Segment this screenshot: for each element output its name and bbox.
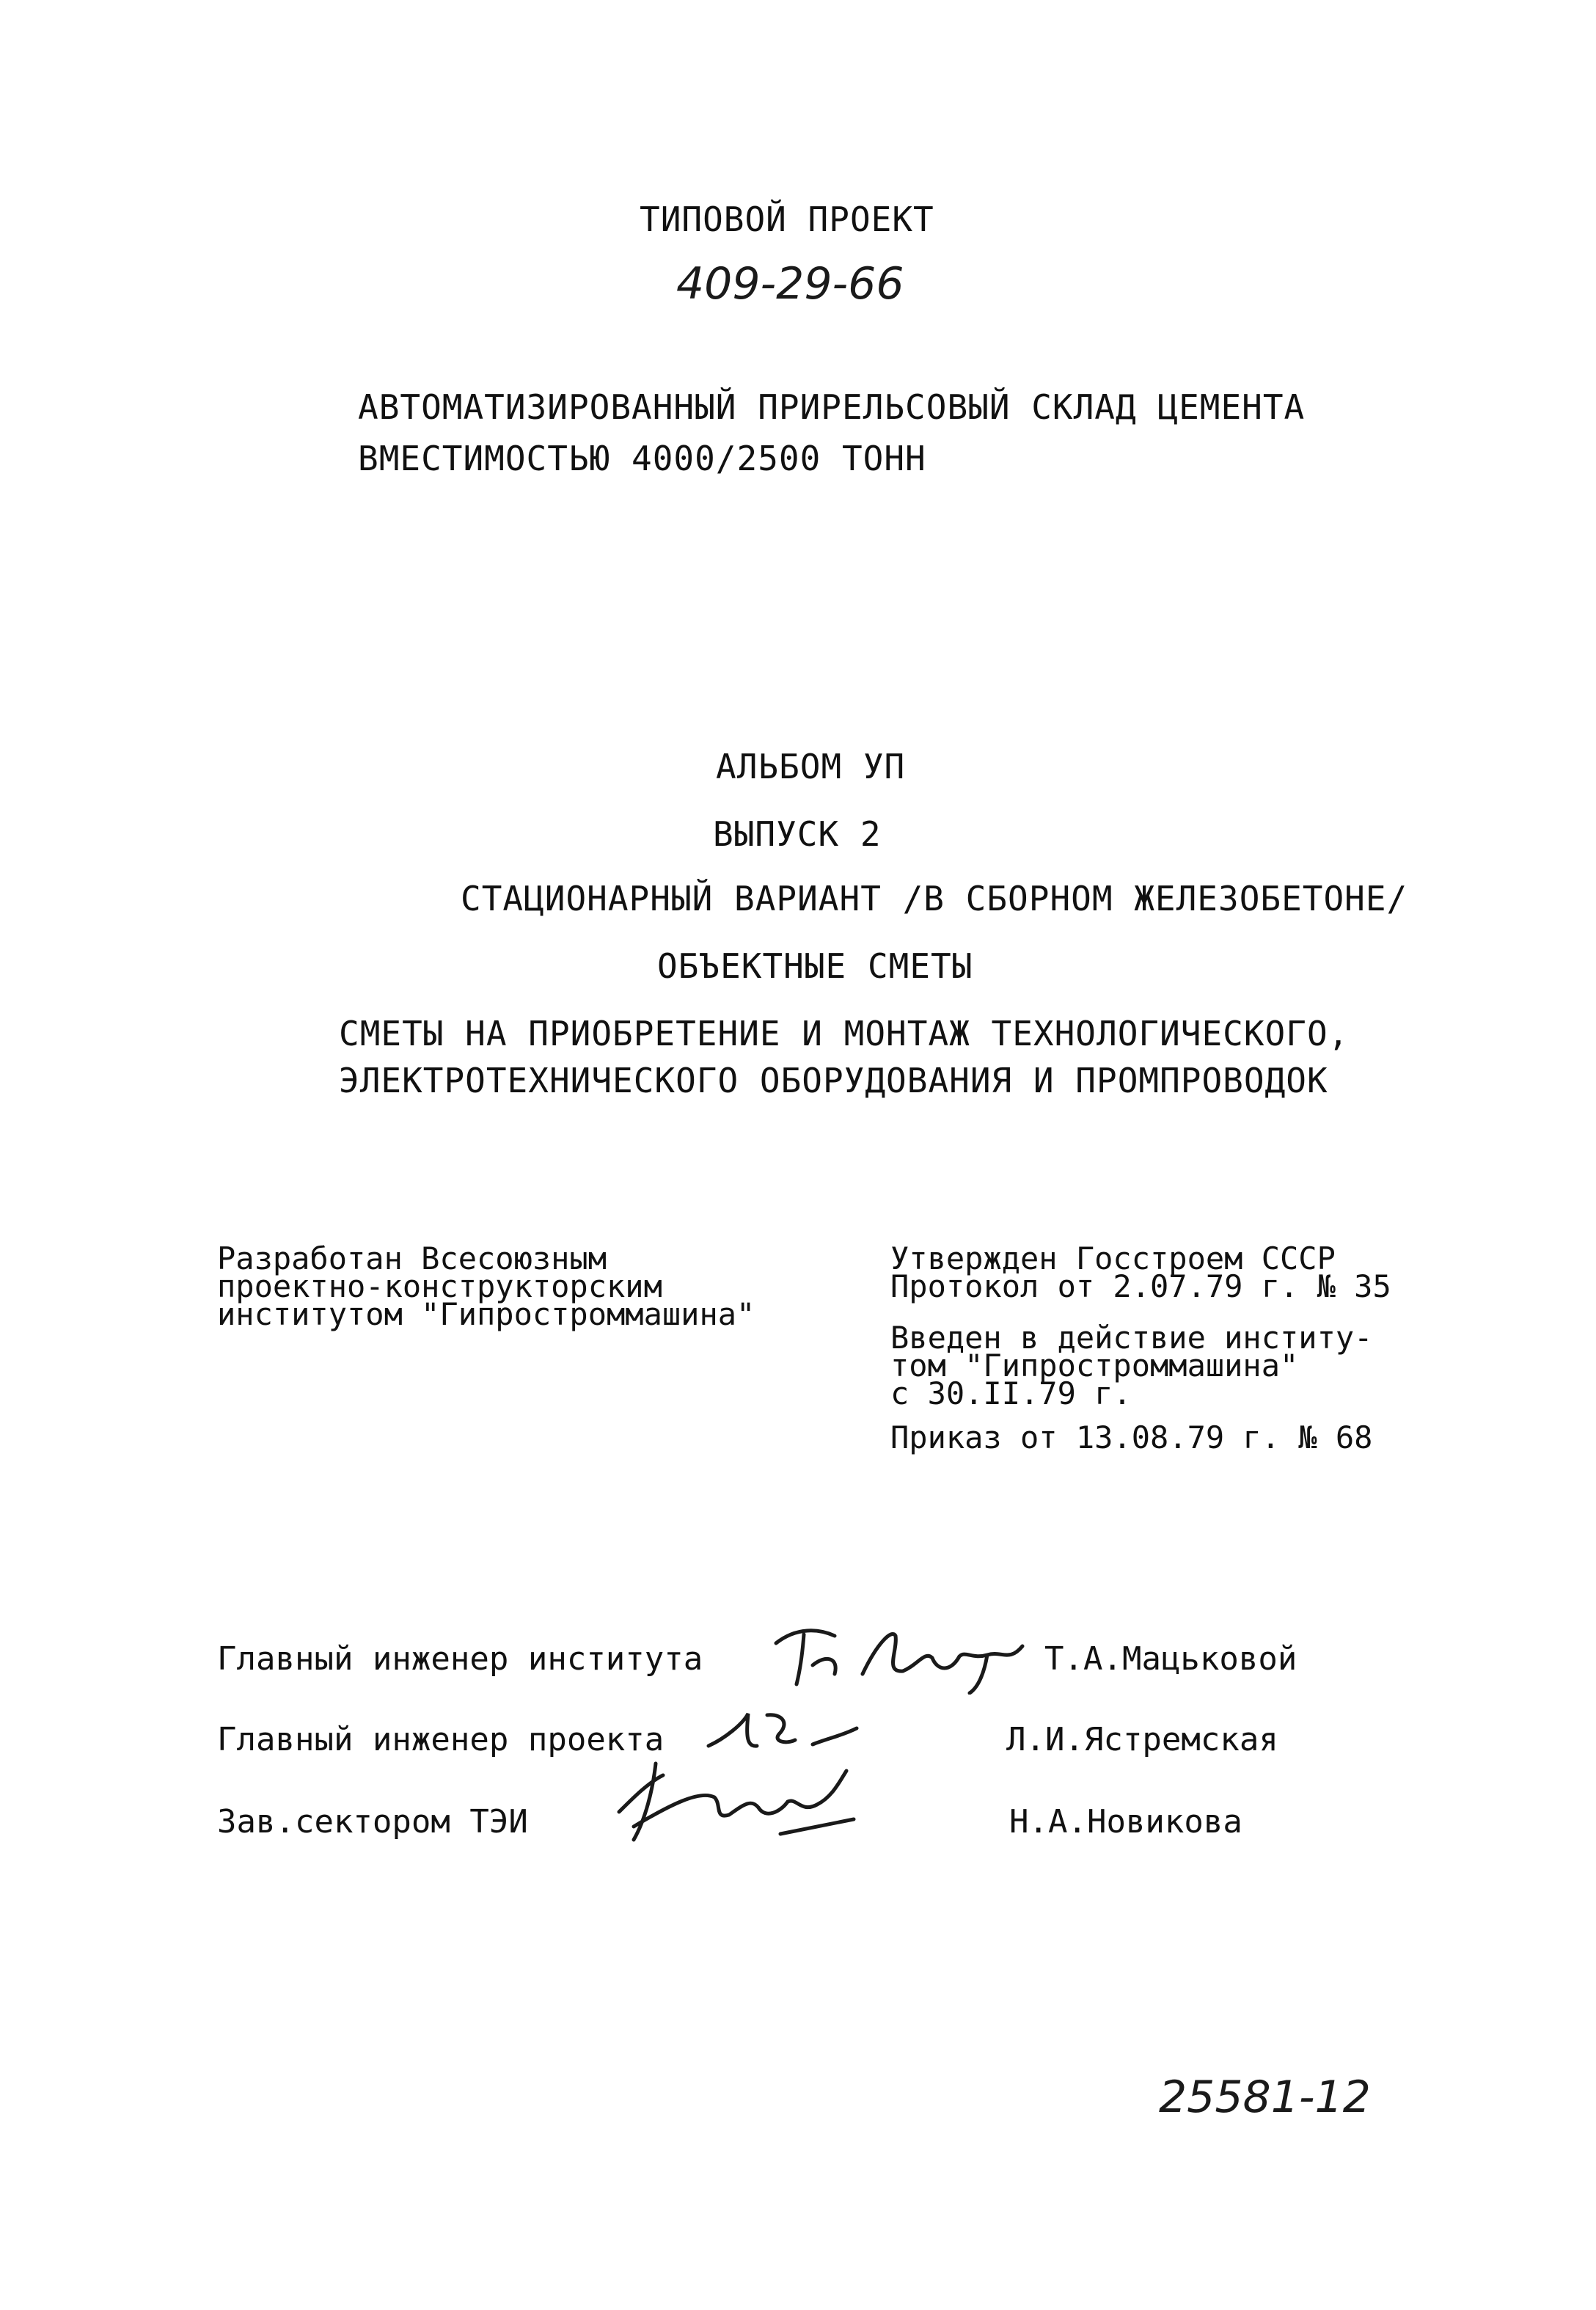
approval-line6: Приказ от 13.08.79 г. № 68 [890,1419,1373,1455]
signature-role-chief-engineer-project: Главный инженер проекта [217,1721,665,1758]
project-title-line2: ВМЕСТИМОСТЬЮ 4000/2500 ТОНН [358,439,926,478]
developer-line1: Разработан Всесоюзным [217,1240,607,1276]
signature-name-1: Т.А.Мацьковой [1044,1640,1297,1678]
signature-mark-1 [767,1614,1046,1695]
developer-line3: институтом "Гипростроммашина" [217,1296,755,1332]
approval-line5: с 30.II.79 г. [890,1375,1132,1411]
approval-line2: Протокол от 2.07.79 г. № 35 [890,1268,1391,1304]
developer-line2: проектно-конструкторским [217,1268,662,1304]
approval-line3: Введен в действие институ- [890,1320,1373,1356]
album-label: АЛЬБОМ УП [716,747,906,786]
project-number: 409-29-66 [676,258,904,310]
issue-label: ВЫПУСК 2 [713,814,882,854]
handwritten-signature-1 [767,1614,1046,1695]
approval-line4: том "Гипростроммашина" [890,1348,1299,1384]
approval-line1: Утвержден Госстроем СССР [890,1240,1336,1276]
description-line2: ЭЛЕКТРОТЕХНИЧЕСКОГО ОБОРУДОВАНИЯ И ПРОМПРОВОДОК [339,1061,1328,1100]
project-title-line1: АВТОМАТИЗИРОВАННЫЙ ПРИРЕЛЬСОВЫЙ СКЛАД ЦЕМЕНТА [358,387,1306,427]
signature-name-3: Н.А.Новикова [1009,1803,1242,1841]
signature-mark-3 [604,1753,868,1849]
project-type-heading: ТИПОВОЙ ПРОЕКТ [640,200,934,239]
signature-role-chief-engineer-institute: Главный инженер института [217,1640,703,1678]
handwritten-signature-3 [604,1753,868,1849]
inventory-number: 25581-12 [1159,2072,1371,2123]
signature-name-2: Л.И.Ястремская [1006,1721,1278,1758]
description-line1: СМЕТЫ НА ПРИОБРЕТЕНИЕ И МОНТАЖ ТЕХНОЛОГИЧЕСКОГО, [339,1014,1350,1053]
signature-role-sector-head: Зав.сектором ТЭИ [217,1803,528,1841]
estimates-label: ОБЪЕКТНЫЕ СМЕТЫ [657,946,973,986]
variant-label: СТАЦИОНАРНЫЙ ВАРИАНТ /В СБОРНОМ ЖЕЛЕЗОБЕТОНЕ/ [461,879,1408,918]
